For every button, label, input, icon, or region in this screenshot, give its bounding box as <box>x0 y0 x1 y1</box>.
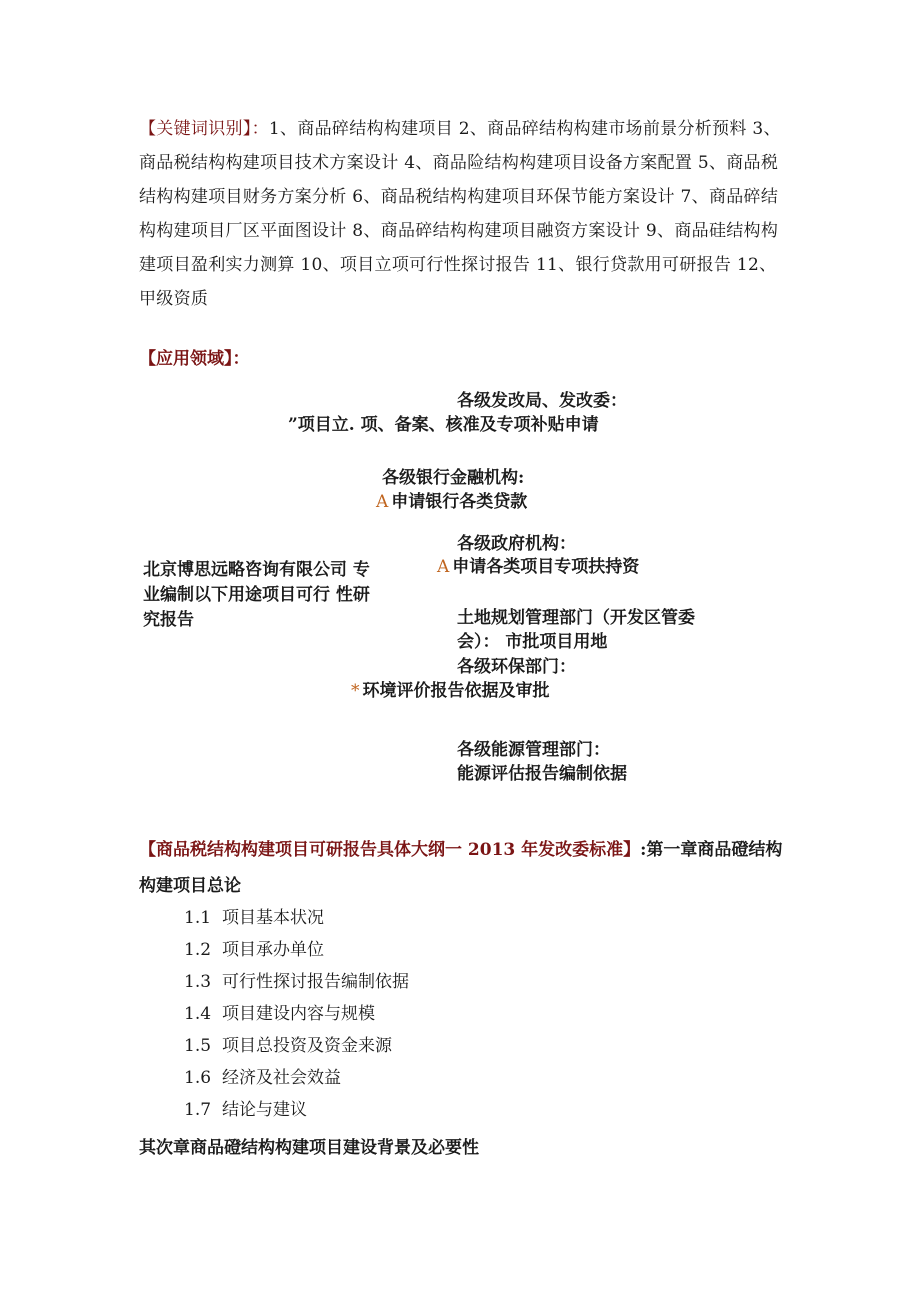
outline-heading <box>139 832 789 904</box>
app-org-env: 各级环保部门： <box>457 657 576 677</box>
outline-label: 【商品税结构构建项目可研报告具体大纲一 2013 年发改委标准】 <box>139 840 641 860</box>
app-use-land: 会）： 市批项目用地 <box>457 632 608 652</box>
asterisk-marker-icon: * <box>351 681 360 701</box>
chapter-2-title: 其次章商品磴结构构建项目建设背景及必要性 <box>139 1138 479 1158</box>
outline-item: 1.1 项目基本状况 <box>184 908 324 928</box>
outline-item: 1.3 可行性探讨报告编制依据 <box>184 972 409 992</box>
bullet-marker-icon: A <box>376 492 389 512</box>
outline-item: 1.6 经济及社会效益 <box>184 1068 341 1088</box>
application-heading: 【应用领域】： <box>139 349 250 369</box>
app-use-bank: A 申请银行各类贷款 <box>376 492 528 512</box>
company-description: 北京博思远略咨询有限公司 专业编制以下用途项目可行 性研究报告 <box>143 560 370 630</box>
outline-item: 1.7 结论与建议 <box>184 1100 307 1120</box>
outline-item: 1.4 项目建设内容与规模 <box>184 1004 375 1024</box>
app-use-gov: A 申请各类项目专项扶持资 <box>437 557 640 577</box>
app-org-bank: 各级银行金融机构: <box>382 468 525 488</box>
keywords-text: 1、商品碎结构构建项目 2、商品碎结构构建市场前景分析预料 3、商品税结构构建项目技术方案设计 4、商品险结构构建项目设备方案配置 5、商品税结构构建项目财务方案分析 6、商品税结构构建项目环保节能方案设计 7、商品碎结构构建项目厂区平面图设计 8、商品碎结构构建项目融资方案设计 9、商品硅结构构建项目盈利实力测算 10、项目立项可行性探讨报告 11、银行贷款用可研报告 12、甲级资质 <box>139 119 781 309</box>
app-use-env: * 环境评价报告依据及审批 <box>351 681 550 701</box>
app-use-energy: 能源评估报告编制依据 <box>457 764 627 784</box>
bullet-marker-icon: A <box>437 557 450 577</box>
app-org-ndrc: 各级发改局、发改委： <box>457 391 627 411</box>
app-use-ndrc: ”项目立. 项、备案、核准及专项补贴申请 <box>288 415 599 435</box>
outline-item: 1.5 项目总投资及资金来源 <box>184 1036 392 1056</box>
app-org-land: 土地规划管理部门（开发区管委 <box>457 608 695 628</box>
keywords-label: 【关键词识别】： <box>139 119 269 139</box>
chapter-1-title: :第一章商品磴结构构建项目总论 <box>139 840 783 896</box>
app-org-energy: 各级能源管理部门： <box>457 740 610 760</box>
keywords-paragraph <box>139 112 789 316</box>
outline-item: 1.2 项目承办单位 <box>184 940 324 960</box>
app-org-gov: 各级政府机构： <box>457 534 576 554</box>
